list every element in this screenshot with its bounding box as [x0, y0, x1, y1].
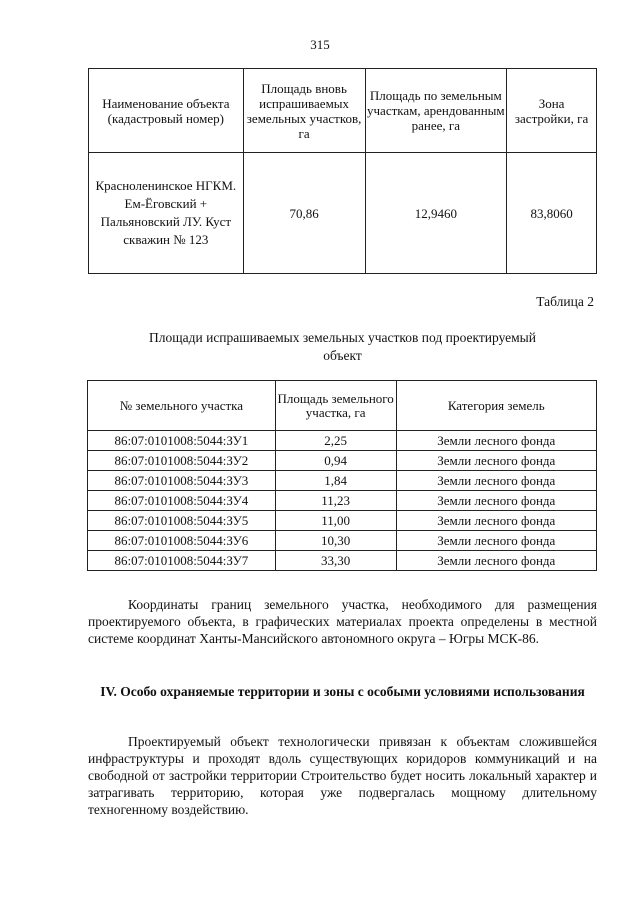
plot-area-cell: 10,30 [275, 531, 396, 551]
land-category-cell: Земли лесного фонда [396, 451, 596, 471]
table-row [88, 431, 597, 451]
table-row [88, 471, 597, 491]
land-category-cell: Земли лесного фонда [396, 511, 596, 531]
table-header-row [89, 69, 597, 153]
new-area-cell: 70,86 [243, 153, 365, 274]
page-number: 315 [310, 37, 330, 52]
section-heading: IV. Особо охраняемые территории и зоны с особыми условиями использования [100, 684, 585, 699]
plot-id-cell: 86:07:0101008:5044:ЗУ3 [88, 471, 276, 491]
leased-area-cell: 12,9460 [365, 153, 507, 274]
plot-area-cell: 11,00 [275, 511, 396, 531]
column-header: № земельного участка [88, 381, 276, 431]
table-row [89, 153, 597, 274]
table-row [88, 551, 597, 571]
column-header: Площадь земельного участка, га [275, 381, 396, 431]
plot-id-cell: 86:07:0101008:5044:ЗУ5 [88, 511, 276, 531]
plot-area-cell: 11,23 [275, 491, 396, 511]
column-header: Категория земель [396, 381, 596, 431]
land-category-cell: Земли лесного фонда [396, 431, 596, 451]
coordinates-paragraph: Координаты границ земельного участка, необходимого для размещения проектируемого объекта, в графических материалах проекта определены в местной системе координат Ханты-Мансийского автономного округа – Югры МСК-86. [88, 597, 597, 646]
plot-area-cell: 0,94 [275, 451, 396, 471]
plot-area-cell: 33,30 [275, 551, 396, 571]
land-plots-table [87, 380, 597, 571]
plot-id-cell: 86:07:0101008:5044:ЗУ4 [88, 491, 276, 511]
land-category-cell: Земли лесного фонда [396, 471, 596, 491]
land-category-cell: Земли лесного фонда [396, 531, 596, 551]
plot-id-cell: 86:07:0101008:5044:ЗУ2 [88, 451, 276, 471]
table-header-row [88, 381, 597, 431]
plot-id-cell: 86:07:0101008:5044:ЗУ7 [88, 551, 276, 571]
column-header: Зона застройки, га [507, 69, 597, 153]
column-header: Площадь по земельным участкам, арендованным ранее, га [365, 69, 507, 153]
plot-area-cell: 2,25 [275, 431, 396, 451]
table-row [88, 491, 597, 511]
zone-area-cell: 83,8060 [507, 153, 597, 274]
protected-areas-paragraph: Проектируемый объект технологически привязан к объектам сложившейся инфраструктуры и проходят вдоль существующих коридоров коммуникаций и на свободной от застройки территории Строительство будет носить локальный характер и затрагивать территорию, которая уже подвергалась мощному длительному техногенному воздействию. [88, 734, 597, 817]
table-row [88, 451, 597, 471]
plot-id-cell: 86:07:0101008:5044:ЗУ6 [88, 531, 276, 551]
table-label: Таблица 2 [536, 294, 594, 309]
land-category-cell: Земли лесного фонда [396, 491, 596, 511]
object-name-cell: Красноленинское НГКМ. Ем-Ёговский + Пальяновский ЛУ. Куст скважин № 123 [89, 153, 244, 274]
table-caption: Площади испрашиваемых земельных участков под проектируемый объект [149, 330, 536, 363]
land-area-summary-table [88, 68, 597, 274]
table-row [88, 511, 597, 531]
land-category-cell: Земли лесного фонда [396, 551, 596, 571]
plot-id-cell: 86:07:0101008:5044:ЗУ1 [88, 431, 276, 451]
plot-area-cell: 1,84 [275, 471, 396, 491]
table-row [88, 531, 597, 551]
column-header: Наименование объекта (кадастровый номер) [89, 69, 244, 153]
column-header: Площадь вновь испрашиваемых земельных участков, га [243, 69, 365, 153]
